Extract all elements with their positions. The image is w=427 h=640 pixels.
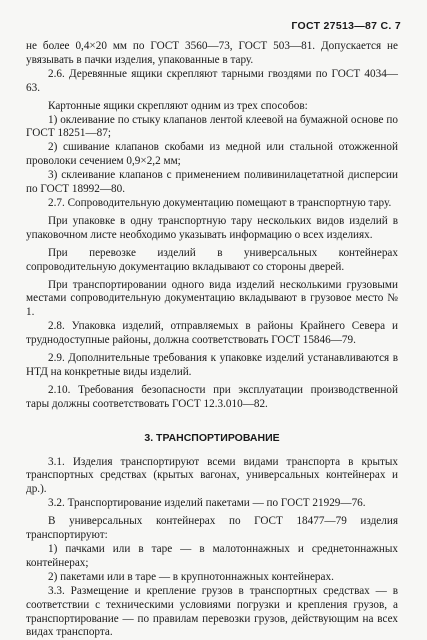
paragraph: 2.6. Деревянные ящики скрепляют тарными гвоздями по ГОСТ 4034—63. bbox=[26, 67, 398, 94]
paragraph: 3) склеивание клапанов с применением поливинилацетатной дисперсии по ГОСТ 18992—80. bbox=[26, 169, 398, 196]
paragraph: Картонные ящики скрепляют одним из трех способов: bbox=[48, 99, 308, 112]
paragraph: При перевозке изделий в универсальных контейнерах сопроводительную документацию вкладывают со стороны дверей. bbox=[26, 246, 398, 273]
paragraph: 3.3. Размещение и крепление грузов в транспортных средствах — в соответствии с техническими условиями погрузки и крепления грузов, а транспортирование — по правилам перевозки грузов, действующим на всех видах транспорта. bbox=[26, 584, 398, 639]
paragraph: 1) оклеивание по стыку клапанов лентой клеевой на бумажной основе по ГОСТ 18251—87; bbox=[26, 113, 398, 140]
paragraph: 2.9. Дополнительные требования к упаковке изделий устанавливаются в НТД на конкретные виды изделий. bbox=[26, 352, 398, 378]
paragraph: 2.10. Требования безопасности при эксплуатации производственной тары должны соответствовать ГОСТ 12.3.010—82. bbox=[26, 383, 398, 410]
paragraph: 3.2. Транспортирование изделий пакетами — по ГОСТ 21929—76. bbox=[48, 497, 366, 510]
paragraph: 2) пакетами или в таре — в крупнотоннажных контейнерах. bbox=[48, 570, 334, 583]
paragraph: 3.1. Изделия транспортируют всеми видами транспорта в крытых транспортных средствах (крытых вагонах, универсальных контейнерах и др.). bbox=[26, 455, 398, 496]
section-2-continuation bbox=[26, 40, 398, 412]
paragraph: 2) сшивание клапанов скобами из медной или стальной отожженной проволоки сечением 0,9×2,2 мм; bbox=[26, 141, 398, 168]
paragraph: При транспортировании одного вида изделий несколькими грузовыми местами сопроводительную документацию вкладывают в грузовое место № 1. bbox=[26, 278, 398, 319]
page-content bbox=[26, 40, 398, 640]
paragraph: 2.8. Упаковка изделий, отправляемых в районы Крайнего Севера и труднодоступные районы, должна соответствовать ГОСТ 15846—79. bbox=[26, 320, 398, 347]
section-3-body bbox=[26, 456, 398, 640]
paragraph: 1) пачками или в таре — в малотоннажных и среднетоннажных контейнерах; bbox=[26, 543, 398, 569]
page-header: ГОСТ 27513—87 С. 7 bbox=[291, 20, 401, 32]
section-title: 3. ТРАНСПОРТИРОВАНИЕ bbox=[144, 431, 280, 444]
paragraph: В универсальных контейнерах по ГОСТ 18477—79 изделия транспортируют: bbox=[26, 515, 398, 542]
paragraph: При упаковке в одну транспортную тару нескольких видов изделий в упаковочном листе необходимо указывать информацию о всех изделиях. bbox=[26, 214, 398, 241]
paragraph: не более 0,4×20 мм по ГОСТ 3560—73, ГОСТ 503—81. Допускается не увязывать в пачки изделия, упакованные в тару. bbox=[26, 40, 398, 66]
paragraph: 2.7. Сопроводительную документацию помещают в транспортную тару. bbox=[48, 196, 392, 209]
